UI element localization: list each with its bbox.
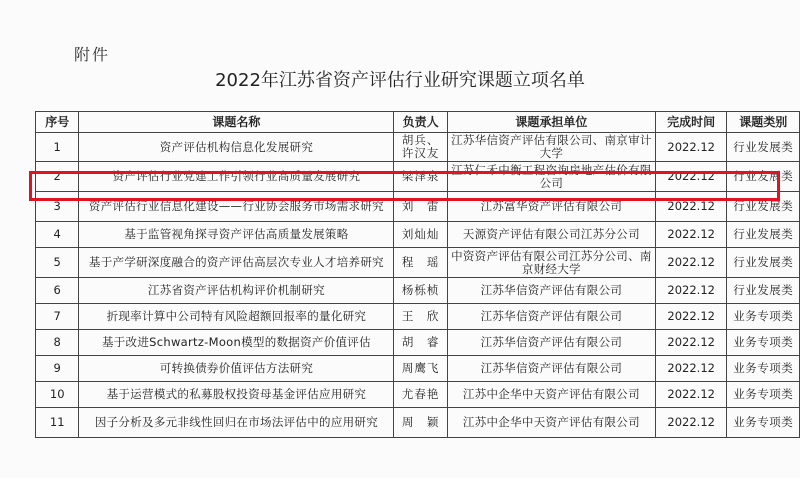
cell-no: 10 — [36, 382, 79, 408]
cell-no: 11 — [36, 408, 79, 438]
cell-person: 梁泽泉 — [394, 162, 447, 192]
cell-unit: 江苏富华资产评估有限公司 — [447, 192, 655, 222]
header-name: 课题名称 — [79, 112, 394, 133]
cell-no: 3 — [36, 192, 79, 222]
cell-time: 2022.12 — [655, 382, 727, 408]
cell-person: 刘灿灿 — [394, 222, 447, 248]
cell-type: 业务专项类 — [727, 304, 800, 330]
table-row — [36, 133, 800, 162]
cell-time: 2022.12 — [655, 162, 727, 192]
cell-type: 行业发展类 — [727, 278, 800, 304]
cell-time: 2022.12 — [655, 304, 727, 330]
table-row — [36, 330, 800, 356]
cell-time: 2022.12 — [655, 356, 727, 382]
cell-person: 胡 睿 — [394, 330, 447, 356]
cell-name: 基于运营模式的私募股权投资母基金评估应用研究 — [79, 382, 394, 408]
table-row — [36, 278, 800, 304]
cell-person: 王 欣 — [394, 304, 447, 330]
header-no: 序号 — [36, 112, 79, 133]
cell-person: 胡兵、许汉友 — [394, 133, 447, 162]
table-row — [36, 248, 800, 278]
cell-unit: 江苏华信资产评估有限公司 — [447, 330, 655, 356]
header-person: 负责人 — [394, 112, 447, 133]
cell-time: 2022.12 — [655, 278, 727, 304]
cell-name: 资产评估行业党建工作引领行业高质量发展研究 — [79, 162, 394, 192]
cell-no: 2 — [36, 162, 79, 192]
document-title: 2022年江苏省资产评估行业研究课题立项名单 — [215, 70, 585, 91]
cell-name: 可转换债券价值评估方法研究 — [79, 356, 394, 382]
cell-time: 2022.12 — [655, 248, 727, 278]
cell-person: 尤春艳 — [394, 382, 447, 408]
cell-name: 基于改进Schwartz-Moon模型的数据资产价值评估 — [79, 330, 394, 356]
cell-no: 1 — [36, 133, 79, 162]
table-row — [36, 382, 800, 408]
cell-type: 业务专项类 — [727, 356, 800, 382]
cell-type: 行业发展类 — [727, 162, 800, 192]
cell-time: 2022.12 — [655, 192, 727, 222]
table-header-row — [36, 112, 800, 133]
cell-unit: 江苏华信资产评估有限公司、南京审计大学 — [447, 133, 655, 162]
attachment-label: 附件 — [74, 45, 111, 64]
cell-unit: 江苏华信资产评估有限公司 — [447, 356, 655, 382]
cell-unit: 中资资产评估有限公司江苏分公司、南京财经大学 — [447, 248, 655, 278]
cell-person: 程 瑶 — [394, 248, 447, 278]
header-type: 课题类别 — [727, 112, 800, 133]
cell-unit: 天源资产评估有限公司江苏分公司 — [447, 222, 655, 248]
cell-time: 2022.12 — [655, 408, 727, 438]
cell-type: 业务专项类 — [727, 408, 800, 438]
cell-type: 行业发展类 — [727, 248, 800, 278]
cell-no: 8 — [36, 330, 79, 356]
cell-name: 资产评估行业信息化建设——行业协会服务市场需求研究 — [79, 192, 394, 222]
table-row — [36, 192, 800, 222]
table-row — [36, 356, 800, 382]
cell-person: 周 颖 — [394, 408, 447, 438]
header-time: 完成时间 — [655, 112, 727, 133]
cell-person: 周鹰飞 — [394, 356, 447, 382]
cell-no: 9 — [36, 356, 79, 382]
cell-type: 行业发展类 — [727, 133, 800, 162]
cell-name: 基于产学研深度融合的资产评估高层次专业人才培养研究 — [79, 248, 394, 278]
table-row — [36, 408, 800, 438]
cell-unit: 江苏中企华中天资产评估有限公司 — [447, 408, 655, 438]
cell-time: 2022.12 — [655, 330, 727, 356]
cell-time: 2022.12 — [655, 222, 727, 248]
cell-no: 4 — [36, 222, 79, 248]
cell-type: 行业发展类 — [727, 192, 800, 222]
cell-person: 杨栎桢 — [394, 278, 447, 304]
cell-name: 基于监管视角探寻资产评估高质量发展策略 — [79, 222, 394, 248]
cell-name: 资产评估机构信息化发展研究 — [79, 133, 394, 162]
table-row — [36, 304, 800, 330]
cell-time: 2022.12 — [655, 133, 727, 162]
table-row — [36, 222, 800, 248]
header-unit: 课题承担单位 — [447, 112, 655, 133]
cell-unit: 江苏仁禾中衡工程咨询房地产估价有限公司 — [447, 162, 655, 192]
project-table — [35, 111, 800, 438]
cell-type: 业务专项类 — [727, 330, 800, 356]
cell-unit: 江苏华信资产评估有限公司 — [447, 304, 655, 330]
cell-name: 折现率计算中公司特有风险超额回报率的量化研究 — [79, 304, 394, 330]
table-row — [36, 162, 800, 192]
cell-person: 刘 雷 — [394, 192, 447, 222]
cell-unit: 江苏中企华中天资产评估有限公司 — [447, 382, 655, 408]
cell-name: 江苏省资产评估机构评价机制研究 — [79, 278, 394, 304]
cell-unit: 江苏华信资产评估有限公司 — [447, 278, 655, 304]
cell-type: 业务专项类 — [727, 382, 800, 408]
cell-name: 因子分析及多元非线性回归在市场法评估中的应用研究 — [79, 408, 394, 438]
cell-no: 5 — [36, 248, 79, 278]
cell-no: 7 — [36, 304, 79, 330]
cell-no: 6 — [36, 278, 79, 304]
cell-type: 行业发展类 — [727, 222, 800, 248]
